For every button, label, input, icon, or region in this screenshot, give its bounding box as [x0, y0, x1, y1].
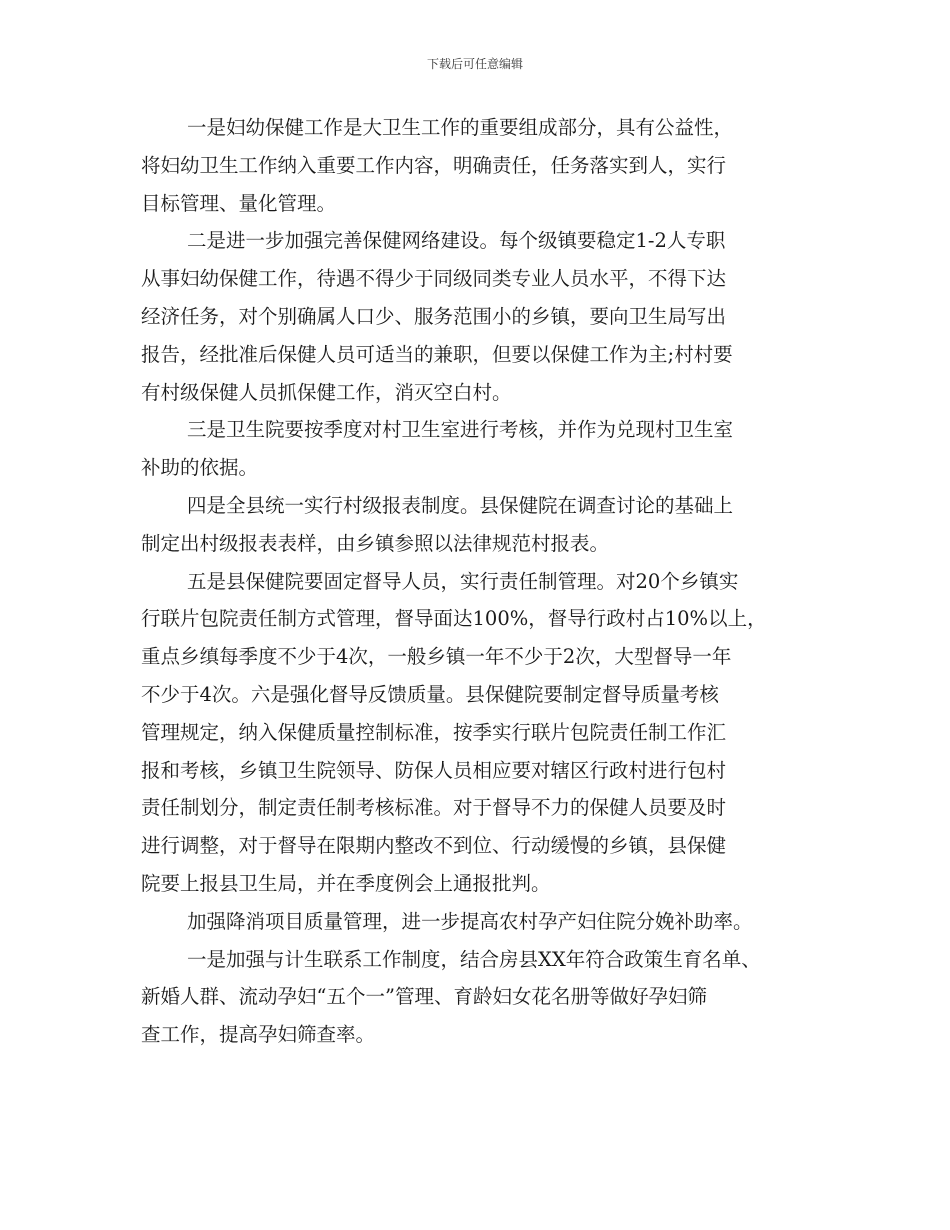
text-line: 进行调整，对于督导在限期内整改不到位、行动缓慢的乡镇，县保健 — [141, 834, 727, 858]
document-body — [141, 109, 821, 1054]
text-line: 有村级保健人员抓保健工作，消灭空白村。 — [141, 380, 512, 404]
text-line: 三是卫生院要按季度对村卫生室进行考核，并作为兑现村卫生室 — [187, 418, 734, 442]
text-line: 报告，经批准后保健人员可适当的兼职，但要以保健工作为主;村村要 — [141, 342, 733, 366]
text-line: 从事妇幼保健工作，待遇不得少于同级同类专业人员水平，不得下达 — [141, 267, 727, 291]
text-line: 院要上报县卫生局，并在季度例会上通报批判。 — [141, 871, 551, 895]
text-line: 管理规定，纳入保健质量控制标准，按季实行联片包院责任制工作汇 — [141, 720, 727, 744]
text-line: 不少于4次。六是强化督导反馈质量。县保健院要制定督导质量考核 — [141, 682, 719, 706]
text-line: 一是妇幼保健工作是大卫生工作的重要组成部分，具有公益性， — [187, 116, 734, 139]
text-line: 一是加强与计生联系工作制度，结合房县XX年符合政策生育名单、 — [187, 947, 761, 971]
text-line: 加强降消项目质量管理，进一步提高农村孕产妇住院分娩补助率。 — [187, 909, 753, 933]
text-line: 四是全县统一实行村级报表制度。县保健院在调查讨论的基础上 — [187, 493, 734, 517]
text-line: 新婚人群、流动孕妇“五个一”管理、育龄妇女花名册等做好孕妇筛 — [141, 985, 707, 1009]
text-line: 五是县保健院要固定督导人员，实行责任制管理。对20个乡镇实 — [187, 569, 739, 593]
text-line: 重点乡缜每季度不少于4次，一般乡镇一年不少于2次，大型督导一年 — [141, 645, 732, 669]
text-line: 报和考核，乡镇卫生院领导、防保人员相应要对辖区行政村进行包村 — [141, 758, 727, 782]
text-line: 制定出村级报表表样，由乡镇参照以法律规范村报表。 — [141, 531, 610, 555]
text-line: 二是进一步加强完善保健网络建设。每个级镇要稳定1-2人专职 — [187, 229, 726, 253]
text-line: 经济任务，对个别确属人口少、服务范围小的乡镇，要向卫生局写出 — [141, 304, 727, 328]
page-header: 下载后可任意编辑 — [426, 57, 523, 71]
text-line: 目标管理、量化管理。 — [141, 191, 337, 215]
text-line: 责任制划分，制定责任制考核标准。对于督导不力的保健人员要及时 — [141, 796, 727, 820]
text-line: 补助的依据。 — [141, 456, 259, 480]
text-line: 查工作，提高孕妇筛查率。 — [141, 1023, 376, 1047]
text-line: 行联片包院责任制方式管理，督导面达100%，督导行政村占10%以上， — [141, 607, 767, 631]
text-line: 将妇幼卫生工作纳入重要工作内容，明确责任，任务落实到人，实行 — [141, 153, 727, 177]
